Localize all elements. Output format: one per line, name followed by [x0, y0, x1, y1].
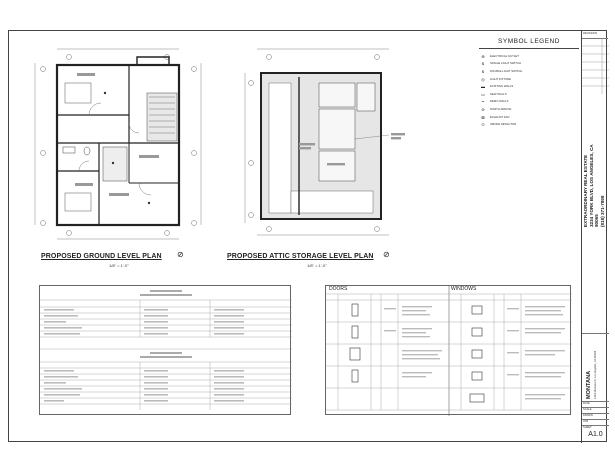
legend-item-label: LIGHT FIXTURE: [490, 76, 511, 81]
legend-item-label: DEMO WALLS: [490, 99, 509, 104]
legend-item: [479, 113, 579, 121]
legend-item: [479, 75, 579, 83]
legend-symbol-icon: ◎: [481, 76, 485, 82]
legend-symbol-icon: ⊕: [481, 53, 485, 59]
legend-symbol-icon: ▭: [481, 91, 485, 97]
legend-item: [479, 106, 579, 114]
legend-item-label: EXHAUST FAN: [490, 114, 510, 119]
project-address: 1234 Montana St, Los Angeles, CA 90026: [593, 350, 597, 399]
legend-item: [479, 90, 579, 98]
legend-item: [479, 98, 579, 106]
legend-item: [479, 121, 579, 129]
ground-plan-scale: 1/8" = 1'-0": [109, 263, 129, 268]
project-name: MONTANA: [586, 370, 592, 399]
legend-symbol-icon: ▬: [481, 84, 485, 90]
legend-symbol-icon: $: [481, 68, 485, 74]
legend-symbol-icon: ⊙: [481, 122, 485, 128]
revisions-label: REVISIONS: [582, 31, 608, 39]
title-block: [581, 31, 608, 443]
legend-item-label: SINGLE LIGHT SWITCH: [490, 61, 522, 66]
drawing-sheet: [8, 30, 607, 442]
legend-item: [479, 83, 579, 91]
north-arrow-icon: ⊘: [177, 250, 184, 259]
ground-plan-title: PROPOSED GROUND LEVEL PLAN: [41, 253, 162, 260]
title-block-row: DRAWN: [582, 413, 609, 419]
doors-section-label: DOORS: [329, 286, 348, 292]
sheet-label: SHEET: [583, 426, 592, 429]
attic-plan-scale: 1/8" = 1'-0": [307, 263, 327, 268]
company-info: [584, 144, 605, 227]
ground-floor-plan-drawing: [29, 43, 209, 243]
legend-item-label: DOUBLE LIGHT SWITCH: [490, 69, 523, 74]
legend-item-label: ELECTRICAL OUTLET: [490, 53, 519, 58]
attic-plan-title: PROPOSED ATTIC STORAGE LEVEL PLAN: [227, 253, 374, 260]
legend-item-label: EXISTING WALLS: [490, 84, 514, 89]
company-phone: (818) 371-7898: [599, 195, 605, 227]
project-info: [587, 351, 597, 399]
north-arrow-icon: ⊘: [383, 250, 390, 259]
legend-title: SYMBOL LEGEND: [498, 38, 560, 45]
sheet-number: A1.0: [588, 430, 603, 438]
legend-item-label: SMOKE DETECTOR: [490, 122, 517, 127]
company-address: 3234 YORK BLVD, LOS ANGELES, CA: [588, 144, 594, 227]
doors-windows-schedule: [325, 285, 571, 415]
windows-section-label: WINDOWS: [451, 286, 477, 292]
legend-item-label: NORTH ARROW: [490, 107, 512, 112]
legend-item-label: NEW WALLS: [490, 91, 507, 96]
legend-item: [479, 68, 579, 76]
title-block-row: SCALE: [582, 407, 609, 413]
legend-symbol-icon: ┅: [481, 99, 485, 105]
legend-symbol-icon: $: [481, 61, 485, 67]
legend-symbol-icon: ⊠: [481, 114, 485, 120]
company-name: EXTRAORDINARY REAL ESTATE: [583, 154, 588, 227]
title-block-row: JOB: [582, 419, 609, 425]
legend-symbol-icon: ⊘: [481, 106, 485, 112]
company-zip: 90065: [594, 214, 600, 227]
title-block-row: DATE: [582, 401, 609, 407]
symbol-legend: [479, 39, 579, 128]
attic-floor-plan-drawing: [239, 43, 409, 243]
legend-item: [479, 53, 579, 61]
legend-item: [479, 60, 579, 68]
schedule-table: [39, 285, 291, 415]
